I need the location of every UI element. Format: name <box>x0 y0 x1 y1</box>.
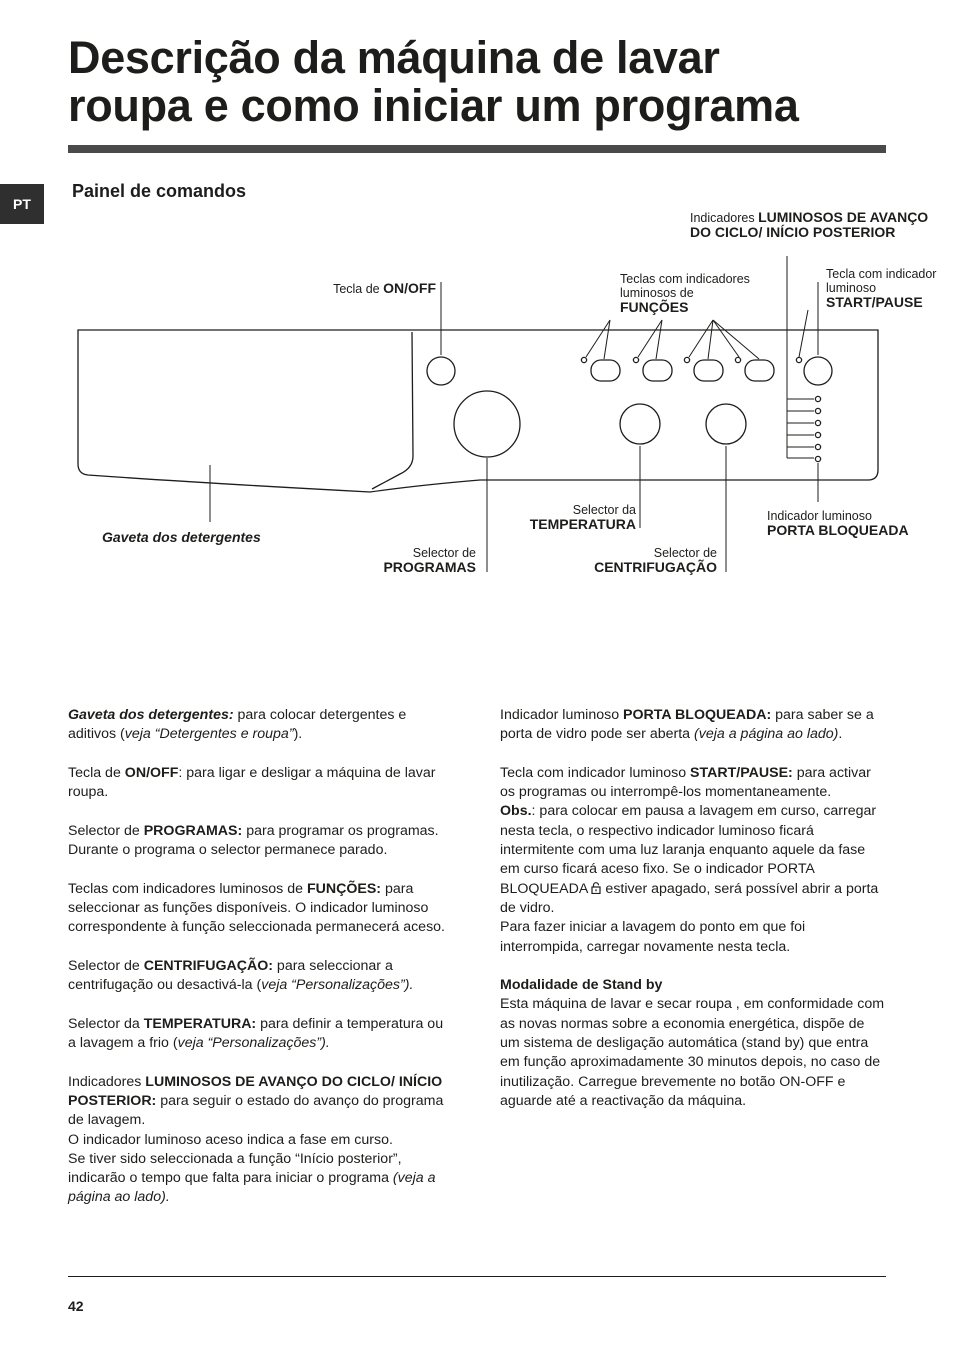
drawer-divider <box>372 332 413 489</box>
start-pause-label <box>826 267 950 310</box>
function-button-2 <box>643 360 672 381</box>
p7-italic: (veja a página ao lado). <box>68 1170 436 1206</box>
onoff-label-pre: Tecla de <box>333 282 380 296</box>
programs-label <box>326 546 476 575</box>
p6-pre: Selector da <box>68 1015 144 1032</box>
p7-pre: Indicadores <box>68 1073 146 1090</box>
on-off-button <box>427 357 455 385</box>
cycle-label-bold: LUMINOSOS DE AVANÇO DO CICLO/ INÍCIO POSTERIOR <box>690 209 929 240</box>
p2-bold: ON/OFF <box>124 764 179 781</box>
p1-italic: veja “Detergentes e roupa” <box>124 726 294 743</box>
door-label-pre: Indicador luminoso <box>767 509 872 523</box>
p5-text: para seleccionar a centrifugação ou desactivá-la ( <box>68 957 393 994</box>
door-label-bold: PORTA BLOQUEADA <box>767 522 909 538</box>
start-label-bold: START/PAUSE <box>826 294 923 310</box>
door-lock-led <box>815 456 820 461</box>
p7-line3: Se tiver sido seleccionada a função “Início posterior”, indicarão o tempo que falta para iniciar o programa <box>68 1150 402 1187</box>
paragraph-door-lock <box>500 706 886 745</box>
p6-text: para definir a temperatura ou a lavagem a frio ( <box>68 1015 444 1052</box>
standby-text: Esta máquina de lavar e secar roupa , em conformidade com as novas normas sobre a economia energética, dispõe de um sistema de desligação automática (stand by) que entra em função aproximadamente 30 minutos depois, no caso de inutilização. Carregue brevemente no botão ON-OFF e aguarde até a reactivação da máquina. <box>500 996 885 1109</box>
left-column <box>68 706 454 1227</box>
page-number: 42 <box>68 1298 84 1314</box>
programs-knob <box>454 391 520 457</box>
paragraph-drawer <box>68 706 454 745</box>
paragraph-onoff <box>68 764 454 803</box>
start-led <box>796 357 801 362</box>
p5-pre: Selector de <box>68 957 144 974</box>
leader-start-led <box>799 310 808 357</box>
cycle-led-2 <box>815 408 820 413</box>
control-panel-diagram <box>0 200 954 590</box>
title-line-2: roupa e como iniciar um programa <box>68 80 799 131</box>
p7-bold: LUMINOSOS DE AVANÇO DO CICLO/ INÍCIO POSTERIOR: <box>68 1073 443 1109</box>
r2-bold: START/PAUSE: <box>690 764 793 781</box>
standby-title: Modalidade de Stand by <box>500 977 663 994</box>
function-led-1 <box>581 357 586 362</box>
r2-obs: Obs. <box>500 803 532 820</box>
title-line-1: Descrição da máquina de lavar <box>68 32 720 83</box>
functions-label-pre: Teclas com indicadores luminosos de <box>620 272 750 300</box>
temperature-knob <box>620 404 660 444</box>
cycle-led-5 <box>815 444 820 449</box>
r2-pre: Tecla com indicador luminoso <box>500 764 691 781</box>
on-off-label <box>286 281 436 296</box>
padlock-icon <box>591 882 601 894</box>
functions-label <box>620 272 780 315</box>
right-column <box>500 706 886 1131</box>
function-button-3 <box>694 360 723 381</box>
r2-obs-end: estiver apagado, será possível abrir a porta de vidro. <box>500 880 879 916</box>
paragraph-programs <box>68 822 454 861</box>
language-tab: PT <box>0 184 44 224</box>
p6-bold: TEMPERATURA: <box>143 1015 257 1032</box>
footer-rule <box>68 1276 886 1277</box>
r2-obs-text: : para colocar em pausa a lavagem em curso, carregar nesta tecla, o respectivo indicador luminoso ficará intermitente com uma luz laranja enquanto aquele da fase em curso ficará aceso fixo. Se o indicador PORTA BLOQUEADA <box>500 803 877 897</box>
paragraph-standby <box>500 976 886 1111</box>
r1-end: . <box>838 726 843 743</box>
onoff-label-bold: ON/OFF <box>383 280 436 296</box>
paragraph-spin <box>68 957 454 996</box>
section-title: Painel de comandos <box>72 181 247 201</box>
r2-text: para activar os programas ou interrompê-los momentaneamente. <box>500 764 871 801</box>
r1-text: para saber se a porta de vidro pode ser aberta <box>500 707 874 743</box>
p7-text: para seguir o estado do avanço do programa de lavagem. <box>68 1092 444 1129</box>
spin-knob <box>706 404 746 444</box>
programs-label-pre: Selector de <box>412 546 476 560</box>
r1-italic: (veja a página ao lado) <box>694 726 839 743</box>
p3-text: para programar os programas. Durante o programa o selector permanece parado. <box>68 822 439 859</box>
temp-label-bold: TEMPERATURA <box>529 516 636 532</box>
function-led-3 <box>684 357 689 362</box>
temperature-label <box>486 503 636 532</box>
spin-label-pre: Selector de <box>653 546 717 560</box>
p5-bold: CENTRIFUGAÇÃO: <box>143 957 273 974</box>
drawer-label: Gaveta dos detergentes <box>102 529 261 545</box>
temp-label-pre: Selector da <box>572 503 636 517</box>
function-button-4 <box>745 360 774 381</box>
paragraph-functions <box>68 880 454 938</box>
p2-pre: Tecla de <box>68 764 125 781</box>
spin-label-bold: CENTRIFUGAÇÃO <box>594 559 717 575</box>
r1-pre: Indicador luminoso <box>500 707 624 723</box>
p6-italic: veja “Personalizações”). <box>177 1035 330 1052</box>
function-led-4 <box>735 357 740 362</box>
cycle-label-pre: Indicadores <box>690 211 755 225</box>
panel-outline <box>78 330 878 492</box>
function-button-1 <box>591 360 620 381</box>
spin-label <box>560 546 717 575</box>
cycle-led-4 <box>815 432 820 437</box>
functions-label-bold: FUNÇÕES <box>620 299 689 315</box>
p1-text: para colocar detergentes e aditivos ( <box>68 707 407 743</box>
p1-end: ). <box>293 726 303 743</box>
title-rule <box>68 145 886 153</box>
cycle-led-3 <box>815 420 820 425</box>
p2-text: : para ligar e desligar a máquina de lavar roupa. <box>68 764 436 801</box>
p3-bold: PROGRAMAS: <box>143 822 243 839</box>
p4-text: para seleccionar as funções disponíveis. O indicador luminoso correspondente à função seleccionada permanecerá aceso. <box>68 880 446 936</box>
cycle-led-1 <box>815 396 820 401</box>
start-label-pre: Tecla com indicador luminoso <box>826 267 937 295</box>
p5-italic: veja “Personalizações”). <box>261 977 414 994</box>
p4-pre: Teclas com indicadores luminosos de <box>68 880 307 897</box>
page-title <box>68 34 928 130</box>
function-led-2 <box>633 357 638 362</box>
start-pause-button <box>804 357 832 385</box>
p4-bold: FUNÇÕES: <box>306 880 382 897</box>
p1-bold: Gaveta dos detergentes: <box>68 707 234 723</box>
r2-line3: Para fazer iniciar a lavagem do ponto em que foi interrompida, carregar novamente nesta tecla. <box>500 919 806 955</box>
programs-label-bold: PROGRAMAS <box>383 559 476 575</box>
p7-line2: O indicador luminoso aceso indica a fase em curso. <box>68 1131 393 1148</box>
paragraph-cycle <box>68 1073 454 1208</box>
cycle-indicators-label <box>690 210 940 240</box>
paragraph-temperature <box>68 1015 454 1054</box>
r1-bold: PORTA BLOQUEADA: <box>623 707 772 723</box>
door-lock-label <box>767 509 917 538</box>
paragraph-start-pause <box>500 764 886 957</box>
p3-pre: Selector de <box>68 822 144 839</box>
